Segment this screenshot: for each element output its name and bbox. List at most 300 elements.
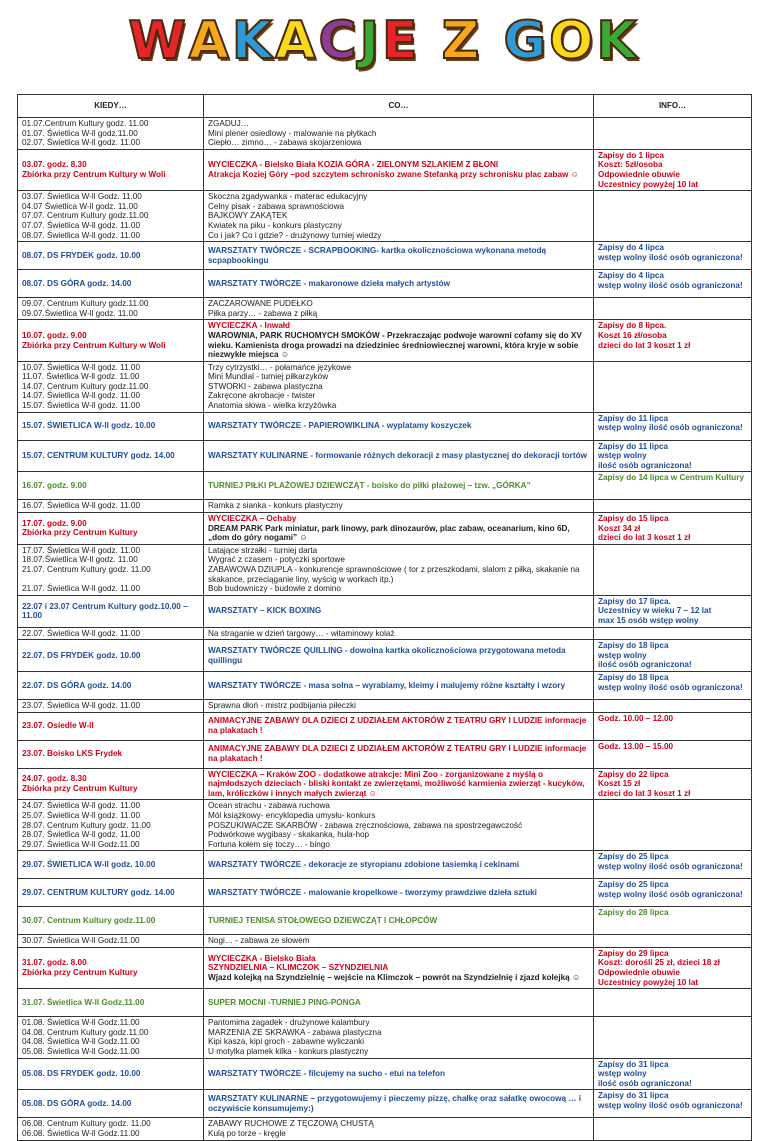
table-header-row (18, 95, 752, 118)
schedule-table (17, 94, 752, 1141)
cell-line: 06.08. Świetlica W-ll Godz.11.00 (22, 1129, 140, 1138)
header-co: CO… (204, 95, 594, 118)
title-letter: A (188, 11, 232, 71)
cell-line: WARSZTATY KULINARNE – przygotowujemy i pieczemy pizzę, chałkę oraz sałatkę owocową … i oczywiście konsumujemy:) (208, 1094, 582, 1113)
cell-line: WYCIECZKA - Bielsko Biała (208, 953, 316, 963)
cell-line: 03.07. Świetlica W-ll Godz. 11.00 (22, 192, 142, 202)
cell-line: Kulą po torze - kręgle (208, 1129, 286, 1138)
cell-line: WYCIECZKA - Inwałd (208, 321, 291, 331)
cell-line: Mini Mundial - turniej piłkarzyków (208, 372, 329, 382)
info-cell (594, 595, 752, 627)
cell-line: 08.07. DS GÓRA godz. 14.00 (22, 278, 132, 288)
info-cell (594, 412, 752, 440)
title-letter: G (503, 11, 550, 71)
cell-line: Koszt 34 zł (598, 523, 641, 533)
cell-line: 14.07. Świetlica W-ll godz. 11.00 (22, 391, 141, 401)
cell-line: U motylka plamek kilka - konkurs plastyczny (208, 1047, 369, 1057)
cell-line: DREAM PARK Park miniatur, park linowy, park dinozaurów, plac zabaw, oceanarium, kino 6D, „dom do góry nogami” ☺ (208, 523, 570, 543)
info-cell (594, 935, 752, 948)
cell-line: wstęp wolny ilość osób ograniczona! (598, 252, 743, 262)
cell-line: 01.07.Centrum Kultury godz. 11.00 (22, 119, 149, 128)
kiedy-cell (18, 361, 204, 412)
cell-line: Odpowiednie obuwie (598, 968, 680, 978)
cell-line: 17.07. Świetlica W-ll godz. 11.00 (22, 545, 141, 555)
cell-line: 24.07. godz. 8.30 (22, 774, 87, 784)
info-cell (594, 879, 752, 907)
cell-line: ZABAWY RUCHOWE Z TĘCZOWĄ CHUSTĄ (208, 1119, 374, 1129)
cell-line: Zapisy do 28 lipca (598, 908, 669, 918)
cell-line: 05.08. DS FRYDEK godz. 10.00 (22, 1069, 141, 1079)
cell-line: dzieci do lat 3 koszt 1 zł (598, 788, 691, 798)
table-row (18, 472, 752, 500)
cell-line: 18.07.Świetlica W-ll godz. 11.00 (22, 555, 138, 565)
cell-line: Ciepło… zimno… - zabawa skojarzeniowa (208, 138, 362, 148)
cell-line: Celny pisak - zabawa sprawnościowa (208, 201, 345, 211)
table-row (18, 595, 752, 627)
title-letter: O (549, 11, 597, 71)
kiedy-cell (18, 472, 204, 500)
cell-line: Zapisy do 15 lipca (598, 514, 669, 524)
co-cell (204, 671, 594, 699)
cell-line: WYCIECZKA - Bielsko Biała KOZIA GÓRA - ZIELONYM SZLAKIEM Z BŁONI (208, 160, 499, 170)
header-info: INFO… (594, 95, 752, 118)
cell-line: Mini plener osiedlowy - malowanie na płytkach (208, 128, 377, 138)
cell-line: Ramka z sianka - konkurs plastyczny (208, 501, 343, 511)
co-cell (204, 1058, 594, 1090)
cell-line: Zapisy do 1 lipca (598, 150, 664, 160)
cell-line: WARSZTATY TWÓRCZE - SCRAPBOOKING- kartka okolicznościowa wykonana metodą scpapbookingu (208, 246, 547, 265)
cell-line: Zapisy do 18 lipca (598, 672, 669, 682)
cell-line: 29.07. CENTRUM KULTURY godz. 14.00 (22, 887, 175, 897)
table-row (18, 1058, 752, 1090)
cell-line: Piłka parzy… - zabawa z piłką (208, 308, 318, 318)
cell-line: 22.07 i 23.07 Centrum Kultury godz.10.00 – 11.00 (22, 601, 188, 621)
cell-line: 01.08. Świetlica W-ll Godz.11.00 (22, 1018, 140, 1028)
cell-line: Zapisy do 18 lipca (598, 641, 669, 651)
kiedy-cell (18, 1058, 204, 1090)
cell-line: Zakręcone akrobacje - twister (208, 391, 316, 401)
cell-line: Koszt: 5zł/osoba (598, 160, 663, 170)
cell-line: 08.07. Świetlica W-ll godz. 11.00 (22, 230, 141, 240)
info-cell (594, 1058, 752, 1090)
cell-line: Zapisy do 11 lipca (598, 413, 669, 423)
kiedy-cell (18, 298, 204, 320)
cell-line: Anatomia słowa - wielka krzyżówka (208, 401, 337, 411)
cell-line: Bob budowniczy - budowle z domino (208, 584, 341, 594)
table-row (18, 768, 752, 800)
co-cell (204, 800, 594, 851)
cell-line: WARSZTATY TWÓRCZE - makaronowe dzieła małych artystów (208, 278, 451, 288)
co-cell (204, 935, 594, 948)
cell-line: POSZUKIWACZE SKARBÓW - zabawa zręcznościowa, zabawa na spostrzegawczość (208, 820, 523, 830)
title-letter: K (596, 11, 640, 71)
cell-line: 17.07. godz. 9.00 (22, 518, 87, 528)
cell-line: Zapisy do 25 lipca (598, 880, 669, 890)
cell-line: Sprawna dłoń - mistrz podbijania piłeczki (208, 700, 356, 710)
kiedy-cell (18, 544, 204, 595)
cell-line: wstęp wolny ilość osób ograniczona! (598, 280, 743, 290)
cell-line: 23.07. Świetlica W-ll godz. 11.00 (22, 700, 141, 710)
cell-line: 07.07. Świetlica W-ll godz. 11.00 (22, 220, 141, 230)
co-cell (204, 1118, 594, 1140)
table-row (18, 242, 752, 270)
info-cell (594, 851, 752, 879)
table-row (18, 879, 752, 907)
kiedy-cell (18, 320, 204, 361)
cell-line: ANIMACYJNE ZABAWY DLA DZIECI Z UDZIAŁEM AKTORÓW Z TEATRU GRY I LUDZIE informacje na plakatach ! (208, 744, 587, 764)
cell-line: Latające strzałki - turniej darta (208, 545, 318, 555)
cell-line: Zbiórka przy Centrum Kultury (22, 968, 138, 978)
cell-line: Kwiatek na piku - konkurs plastyczny (208, 220, 342, 230)
table-row (18, 412, 752, 440)
kiedy-cell (18, 440, 204, 472)
cell-line: wstęp wolny ilość osób ograniczona! (598, 682, 743, 692)
cell-line: Trzy cytrzystki… - połamańce językowe (208, 362, 352, 372)
cell-line: WARSZTATY – KICK BOXING (208, 606, 322, 616)
cell-line: 24.07. Świetlica W-ll godz. 11.00 (22, 801, 141, 811)
cell-line: TURNIEJ TENISA STOŁOWEGO DZIEWCZĄT I CHŁOPCÓW (208, 915, 438, 925)
co-cell (204, 907, 594, 935)
info-cell (594, 671, 752, 699)
cell-line: WARSZTATY TWÓRCZE - PAPIEROWIKLINA - wyplatamy koszyczek (208, 421, 472, 431)
co-cell (204, 440, 594, 472)
cell-line: Zbiórka przy Centrum Kultury (22, 528, 138, 538)
cell-line: Zbiórka przy Centrum Kultury (22, 783, 138, 793)
cell-line: 16.07. godz. 9.00 (22, 481, 87, 491)
table-row (18, 149, 752, 190)
info-cell (594, 768, 752, 800)
cell-line: Zapisy do 4 lipca (598, 243, 664, 253)
kiedy-cell (18, 500, 204, 513)
co-cell (204, 627, 594, 640)
cell-line: WARSZTATY TWÓRCZE - filcujemy na sucho - etui na telefon (208, 1069, 445, 1079)
table-row (18, 361, 752, 412)
cell-line: WYCIECZKA – Ochaby (208, 514, 297, 524)
kiedy-cell (18, 270, 204, 298)
cell-line: Zapisy do 31 lipca (598, 1091, 669, 1101)
co-cell (204, 1090, 594, 1118)
info-cell (594, 947, 752, 988)
table-row (18, 947, 752, 988)
cell-line: Zapisy do 17 lipca. (598, 596, 671, 606)
cell-line: Na straganie w dzień targowy… - witaminowy kolaż (208, 628, 395, 638)
kiedy-cell (18, 1090, 204, 1118)
co-cell (204, 242, 594, 270)
table-row (18, 440, 752, 472)
cell-line: Mól książkowy- encyklopedia umysłu- konkurs (208, 810, 376, 820)
co-cell (204, 513, 594, 545)
info-cell (594, 640, 752, 672)
cell-line: 30.07. Świetlica W-ll Godz.11.00 (22, 936, 140, 946)
title-letter (421, 6, 442, 76)
cell-line: ZGADUJ… (208, 119, 249, 128)
kiedy-cell (18, 947, 204, 988)
info-cell (594, 118, 752, 150)
cell-line: 28.07. Świetlica W-ll godz. 11.00 (22, 830, 141, 840)
title-letter: K (231, 11, 276, 71)
kiedy-cell (18, 412, 204, 440)
kiedy-cell (18, 640, 204, 672)
cell-line: wstęp wolny ilość osób ograniczona! (598, 889, 743, 899)
co-cell (204, 851, 594, 879)
table-row (18, 1090, 752, 1118)
cell-line: 11.07. Świetlica W-ll godz. 11.00 (22, 372, 140, 382)
co-cell (204, 191, 594, 242)
co-cell (204, 712, 594, 740)
table-row (18, 270, 752, 298)
cell-line: wstęp wolny ilość osób ograniczona! (598, 1101, 743, 1110)
table-row (18, 712, 752, 740)
kiedy-cell (18, 149, 204, 190)
info-cell (594, 989, 752, 1017)
table-row (18, 935, 752, 948)
cell-line: 07.07. Centrum Kultury godz.11.00 (22, 211, 149, 221)
cell-line: dzieci do lat 3 koszt 1 zł (598, 533, 691, 543)
cell-line: wstęp wolny ilość osób ograniczona! (598, 423, 743, 433)
cell-line: 23.07. Osiedle W-ll (22, 721, 94, 731)
kiedy-cell (18, 627, 204, 640)
cell-line: Odpowiednie obuwie (598, 169, 680, 179)
co-cell (204, 640, 594, 672)
table-row (18, 851, 752, 879)
co-cell (204, 989, 594, 1017)
cell-line: wstęp wolny (598, 451, 647, 461)
co-cell (204, 947, 594, 988)
kiedy-cell (18, 851, 204, 879)
info-cell (594, 800, 752, 851)
cell-line: 10.07. godz. 9.00 (22, 330, 87, 340)
cell-line: Ocean strachu - zabawa ruchowa (208, 801, 330, 811)
cell-line: 22.07. DS GÓRA godz. 14.00 (22, 680, 132, 690)
info-cell (594, 298, 752, 320)
page-title (0, 6, 768, 76)
cell-line: Skoczna zgadywanka - materac edukacyjny (208, 192, 368, 202)
co-cell (204, 149, 594, 190)
cell-line: Co i jak? Co i gdzie? - drużynowy turniej wiedzy (208, 230, 382, 240)
table-row (18, 740, 752, 768)
cell-line: ilość osób ograniczona! (598, 460, 692, 470)
header-kiedy: KIEDY… (18, 95, 204, 118)
cell-line: STWORKI - zabawa plastyczna (208, 381, 323, 391)
table-row (18, 800, 752, 851)
kiedy-cell (18, 989, 204, 1017)
table-row (18, 671, 752, 699)
cell-line: Koszt: dorośli 25 zł, dzieci 18 zł (598, 958, 720, 968)
cell-line: wstęp wolny ilość osób ograniczona! (598, 861, 743, 871)
cell-line: Zbiórka przy Centrum Kultury w Woli (22, 169, 166, 179)
cell-line: Zapisy do 25 lipca (598, 852, 669, 862)
cell-line: Atrakcja Koziej Góry –pod szczytem schronisko zwane Stefanką przy schronisku plac zabaw ☺ (208, 169, 580, 179)
co-cell (204, 320, 594, 361)
cell-line: WYCIECZKA – Kraków ZOO - dodatkowe atrakcje: Mini Zoo - zorganizowane z myślą o najmłodszych dzieciach - bliski kontakt ze zwierzętami, możliwość karmienia zwierząt - kucyków, lam, króliczków i innych małych zwierząt ☺ (208, 769, 585, 798)
cell-line: wstęp wolny (598, 1069, 647, 1079)
cell-line: ZACZAROWANE PUDEŁKO (208, 299, 313, 309)
cell-line: SZYNDZIELNIA – KLIMCZOK – SZYNDZIELNIA (208, 963, 389, 973)
table-row (18, 1017, 752, 1058)
info-cell (594, 191, 752, 242)
cell-line: 02.07. Świetlica W-ll godz. 11.00 (22, 138, 141, 148)
cell-line: Koszt 15 zł (598, 779, 641, 789)
table-row (18, 699, 752, 712)
cell-line: Kipi kasza, kipi groch - zabawne wyliczanki (208, 1037, 365, 1047)
co-cell (204, 768, 594, 800)
cell-line: 31.07. godz. 8.00 (22, 958, 87, 968)
cell-line: Uczestnicy powyżej 10 lat (598, 977, 699, 987)
cell-line: WARSZTATY TWÓRCZE - malowanie kropelkowe - tworzymy prawdziwe dzieła sztuki (208, 887, 537, 897)
cell-line: 28.07. Centrum Kultury godz. 11.00 (22, 820, 151, 830)
cell-line: Uczestnicy w wieku 7 – 12 lat (598, 606, 712, 616)
co-cell (204, 412, 594, 440)
cell-line: wstęp wolny (598, 650, 647, 660)
table-row (18, 298, 752, 320)
title-letter: C (318, 11, 360, 71)
cell-line: 04.08. Centrum Kultury godz.11.00 (22, 1027, 149, 1037)
table-row (18, 1118, 752, 1140)
title-letter: Z (441, 11, 483, 71)
cell-line: 14.07. Centrum Kultury godz.11.00 (22, 381, 149, 391)
cell-line: Nogi… - zabawa ze słowem (208, 936, 310, 946)
cell-line: 04.07 Świetlica W-ll godz. 11.00 (22, 201, 138, 211)
cell-line: 01.07. Świetlica W-ll godz.11.00 (22, 128, 138, 138)
kiedy-cell (18, 935, 204, 948)
kiedy-cell (18, 513, 204, 545)
info-cell (594, 513, 752, 545)
cell-line: 22.07. DS FRYDEK godz. 10.00 (22, 650, 141, 660)
co-cell (204, 270, 594, 298)
info-cell (594, 544, 752, 595)
kiedy-cell (18, 712, 204, 740)
cell-line: 21.07. Centrum Kultury godz. 11.00 (22, 565, 151, 574)
cell-line: Zapisy do 11 lipca (598, 441, 669, 451)
kiedy-cell (18, 671, 204, 699)
cell-line: 06.08. Centrum Kultury godz. 11.00 (22, 1119, 151, 1129)
kiedy-cell (18, 768, 204, 800)
cell-line: ilość osób ograniczona! (598, 660, 692, 670)
cell-line: BAJKOWY ZAKĄTEK (208, 211, 288, 221)
cell-line: 10.07. Świetlica W-ll godz. 11.00 (22, 362, 141, 372)
cell-line: 04.08. Świetlica W-ll Godz.11.00 (22, 1037, 140, 1047)
cell-line: Zapisy do 29 lipca (598, 948, 669, 958)
info-cell (594, 627, 752, 640)
info-cell (594, 1118, 752, 1140)
kiedy-cell (18, 1118, 204, 1140)
cell-line: 15.07. ŚWIETLICA W-ll godz. 10.00 (22, 421, 156, 431)
co-cell (204, 500, 594, 513)
cell-line: 08.07. DS FRYDEK godz. 10.00 (22, 250, 141, 260)
cell-line: 05.08. DS GÓRA godz. 14.00 (22, 1099, 132, 1109)
table-row (18, 640, 752, 672)
co-cell (204, 740, 594, 768)
info-cell (594, 242, 752, 270)
co-cell (204, 879, 594, 907)
title-letter (482, 6, 503, 76)
table-row (18, 544, 752, 595)
co-cell (204, 544, 594, 595)
cell-line: Zapisy do 22 lipca (598, 769, 669, 779)
info-cell (594, 740, 752, 768)
cell-line: 16.07. Świetlica W-ll godz. 11.00 (22, 501, 141, 511)
kiedy-cell (18, 879, 204, 907)
info-cell (594, 907, 752, 935)
cell-line: Zapisy do 14 lipca w Centrum Kultury (598, 473, 745, 483)
cell-line: 21.07. Świetlica W-ll godz. 11.00 (22, 584, 141, 594)
kiedy-cell (18, 699, 204, 712)
info-cell (594, 712, 752, 740)
cell-line: 15.07. Świetlica W-ll godz. 11.00 (22, 401, 141, 411)
cell-line: SUPER MOCNI -TURNIEJ PING-PONGA (208, 997, 361, 1007)
info-cell (594, 699, 752, 712)
cell-line: Zapisy do 8 lipca. (598, 321, 667, 331)
co-cell (204, 118, 594, 150)
info-cell (594, 500, 752, 513)
kiedy-cell (18, 191, 204, 242)
cell-line: Uczestnicy powyżej 10 lat (598, 179, 699, 189)
cell-line: 09.07.Świetlica W-ll godz. 11.00 (22, 308, 138, 318)
kiedy-cell (18, 1017, 204, 1058)
kiedy-cell (18, 118, 204, 150)
info-cell (594, 440, 752, 472)
cell-line: WARSZTATY KULINARNE - formowanie różnych dekoracji z masy plastycznej do dekoracji tortów (208, 451, 587, 461)
table-row (18, 513, 752, 545)
cell-line: WARSZTATY TWÓRCZE - masa solna – wyrabiamy, kleimy i malujemy różne kształty i wzory (208, 680, 566, 690)
table-row (18, 118, 752, 150)
co-cell (204, 699, 594, 712)
co-cell (204, 361, 594, 412)
cell-line: Wygrać z czasem - potyczki sportowe (208, 555, 345, 565)
title-letter: W (128, 11, 189, 71)
cell-line: Zbiórka przy Centrum Kultury w Woli (22, 340, 166, 350)
cell-line: 29.07. ŚWIETLICA W-ll godz. 10.00 (22, 859, 156, 869)
title-letter: J (359, 11, 382, 71)
cell-line: Godz. 10.00 – 12.00 (598, 713, 674, 723)
cell-line: Pantomima zagadek - drużynowe kalambury (208, 1018, 370, 1028)
cell-line: 30.07. Centrum Kultury godz.11.00 (22, 915, 156, 925)
info-cell (594, 149, 752, 190)
table-row (18, 907, 752, 935)
cell-line: max 15 osób wstęp wolny (598, 615, 699, 625)
kiedy-cell (18, 907, 204, 935)
cell-line: MARZENIA ZE SKRAWKA - zabawa plastyczna (208, 1027, 382, 1037)
info-cell (594, 270, 752, 298)
cell-line: 25.07. Świetlica W-ll godz. 11.00 (22, 810, 141, 820)
cell-line: WAROWNIA, PARK RUCHOMYCH SMOKÓW - Przekraczając podwoje warowni cofamy się do XV wieku. Kamienista droga prowadzi na dziedziniec średniowiecznej warowni, która kryje w sobie niezwykłe miejsca ☺ (208, 330, 582, 360)
cell-line: ilość osób ograniczona! (598, 1078, 692, 1088)
cell-line: 31.07. Świetlica W-ll Godz.11.00 (22, 997, 145, 1007)
cell-line: Fortuna kołem się toczy… - bingo (208, 839, 330, 849)
co-cell (204, 472, 594, 500)
cell-line: ANIMACYJNE ZABAWY DLA DZIECI Z UDZIAŁEM AKTORÓW Z TEATRU GRY I LUDZIE informacje na plakatach ! (208, 716, 587, 736)
kiedy-cell (18, 595, 204, 627)
cell-line: Zapisy do 31 lipca (598, 1059, 669, 1069)
table-row (18, 320, 752, 361)
cell-line: dzieci do lat 3 koszt 1 zł (598, 340, 691, 350)
table-row (18, 627, 752, 640)
cell-line: 05.08. Świetlica W-ll Godz.11.00 (22, 1047, 140, 1057)
cell-line: WARSZTATY TWÓRCZE - dekoracje ze styropianu zdobione tasiemką i cekinami (208, 859, 520, 869)
cell-line: Zapisy do 4 lipca (598, 271, 664, 281)
cell-line: 29.07. Świetlica W-ll Godz.11.00 (22, 839, 140, 849)
cell-line (22, 575, 199, 585)
cell-line: Podwórkowe wygibasy - skakanka, hula-hop (208, 830, 370, 840)
cell-line: 23.07. Boisko LKS Frydek (22, 749, 123, 759)
kiedy-cell (18, 800, 204, 851)
info-cell (594, 1090, 752, 1118)
kiedy-cell (18, 740, 204, 768)
co-cell (204, 595, 594, 627)
co-cell (204, 1017, 594, 1058)
table-row (18, 191, 752, 242)
kiedy-cell (18, 242, 204, 270)
